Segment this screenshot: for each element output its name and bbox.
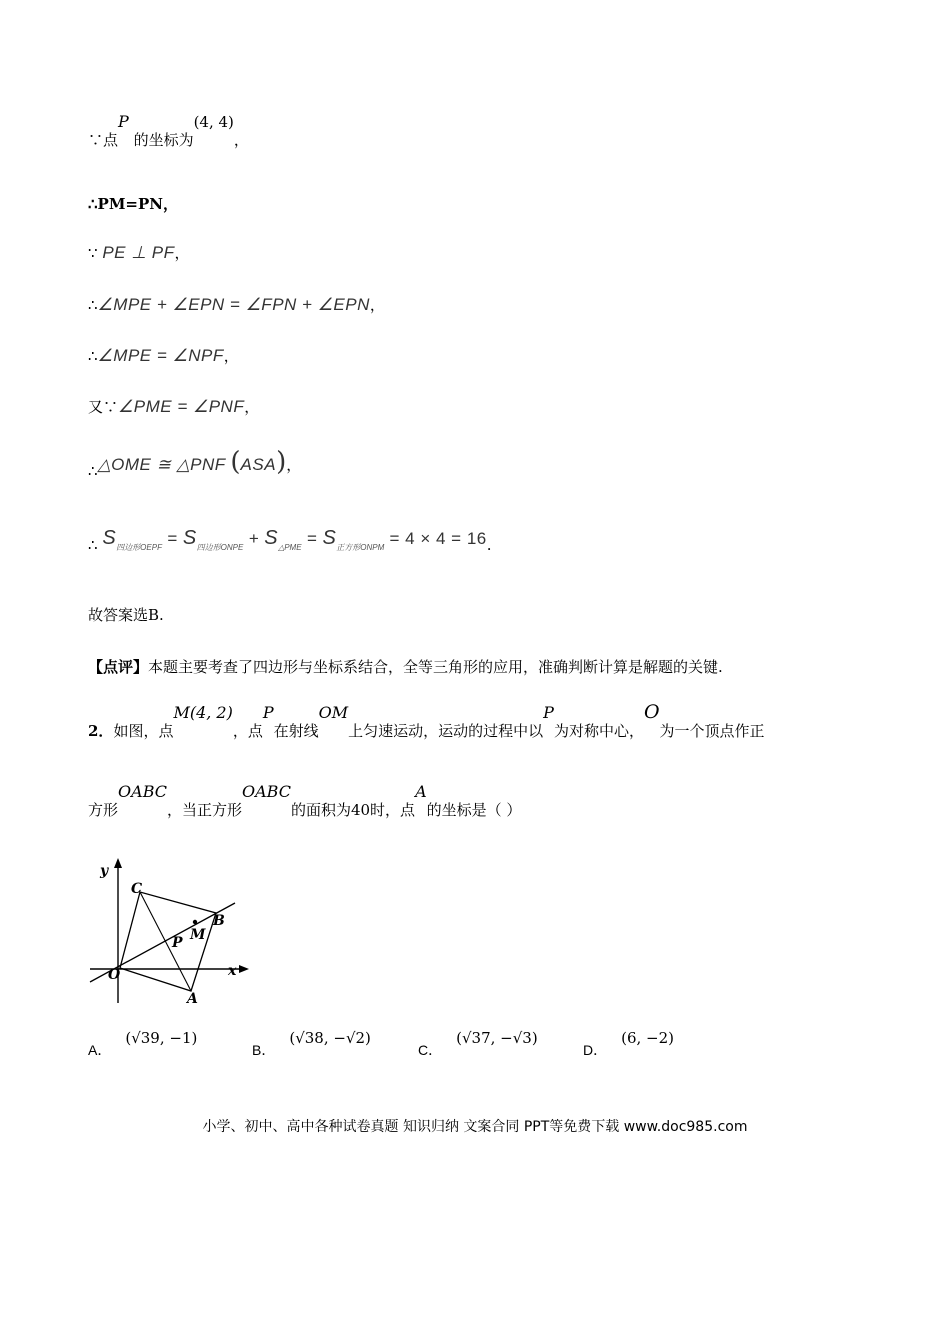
text: 在射线 (273, 722, 319, 740)
page-footer: 小学、初中、高中各种试卷真题 知识归纳 文案合同 PPT等免费下载 www.doc985.com (202, 1119, 748, 1135)
math-expr: ∠MPE + ∠EPN = ∠FPN + ∠EPN (97, 295, 370, 314)
solution-line-3 (88, 243, 190, 263)
subscript: 四边形OEPF (116, 543, 162, 552)
text: 又∵ (88, 398, 119, 416)
text: ∴ (88, 296, 98, 314)
math-p: P (262, 703, 274, 722)
math-oabc: OABC (118, 782, 167, 801)
math-p: P (118, 112, 129, 131)
option-letter: B． (252, 1042, 276, 1058)
subscript: 四边形ONPE (196, 543, 244, 552)
y-arrow (114, 858, 122, 868)
text: ∴ (88, 536, 98, 554)
text: 方形 (88, 801, 119, 819)
math-oabc: OABC (242, 782, 291, 801)
answer-text: 故答案选B. (88, 606, 164, 624)
comment-line (88, 657, 723, 677)
math-result: = 4 × 4 = 16 (384, 529, 487, 548)
solution-line-4 (88, 295, 385, 315)
label-a: A (187, 991, 198, 1005)
label-x: x (228, 963, 237, 979)
math-op: + (243, 529, 265, 548)
text: 上匀速运动，运动的过程中以 (348, 722, 544, 740)
comment-text: 本题主要考查了四边形与坐标系结合，全等三角形的应用，准确判断计算是解题的关键. (148, 658, 723, 676)
label-c: C (131, 881, 143, 897)
paren: ( (230, 447, 241, 477)
option-value: (√37, −√3) (456, 1029, 538, 1047)
option-b[interactable] (252, 1029, 371, 1060)
text: ， (174, 244, 190, 262)
solution-line-7 (88, 447, 302, 480)
x-arrow (239, 965, 249, 973)
option-value: (√38, −√2) (289, 1029, 371, 1047)
text: 为对称中心， (553, 722, 644, 740)
math-a: A (415, 782, 427, 801)
solution-line-1 (88, 112, 249, 150)
text: ∴ (88, 462, 98, 480)
text: ，当正方形 (166, 801, 242, 819)
solution-line-8 (88, 528, 492, 552)
math-o: O (643, 701, 660, 723)
option-c[interactable] (418, 1029, 538, 1060)
solution-line-6 (88, 397, 259, 417)
point-m (193, 920, 197, 924)
option-value: (6, −2) (621, 1029, 675, 1047)
math-expr: ∠MPE = ∠NPF (97, 346, 224, 365)
label-m: M (190, 927, 206, 943)
subscript: △PME (278, 543, 302, 552)
text: ， (223, 347, 239, 365)
text: ， (233, 131, 249, 149)
option-d[interactable] (583, 1029, 675, 1060)
text: 的坐标是（ ） (426, 801, 522, 819)
label-y: y (100, 863, 109, 879)
option-a[interactable] (88, 1029, 198, 1060)
option-value: (√39, −1) (125, 1029, 198, 1047)
question-line-1 (88, 701, 765, 741)
option-letter: D． (583, 1042, 608, 1058)
text: . (486, 536, 492, 554)
comment-label: 【点评】 (88, 658, 149, 676)
text: ， (286, 456, 302, 474)
label-b: B (213, 913, 225, 929)
label-p: P (172, 935, 183, 951)
solution-line-2 (88, 194, 178, 214)
text: ， (244, 398, 260, 416)
option-letter: C． (418, 1042, 443, 1058)
math-asa: ASA (240, 455, 277, 474)
text: ∵点 (88, 131, 119, 149)
text: ， (369, 296, 385, 314)
math-s: S (264, 527, 279, 549)
math-op: = (301, 529, 323, 548)
math-expr: ∠PME = ∠PNF (118, 397, 245, 416)
question-line-2 (88, 782, 522, 820)
geometry-figure (85, 855, 255, 1005)
solution-line-5 (88, 346, 239, 366)
text: ∴PM=PN， (88, 195, 178, 213)
math-s: S (182, 527, 197, 549)
text: 如图，点 (113, 722, 174, 740)
text: 的面积为40时，点 (290, 801, 416, 819)
paren: ) (276, 447, 287, 477)
math-s: S (322, 527, 337, 549)
text: 的坐标为 (133, 131, 194, 149)
math-om: OM (318, 703, 349, 722)
math-s: S (102, 527, 117, 549)
subscript: 正方形ONPM (336, 543, 385, 552)
math-expr: △OME ≅ △PNF (97, 455, 226, 474)
text: ∴ (88, 347, 98, 365)
diagonal-ca (140, 892, 191, 991)
solution-line-9 (88, 605, 164, 625)
math-op: = (161, 529, 183, 548)
text: ，点 (232, 722, 263, 740)
math-p: P (543, 703, 554, 722)
option-letter: A． (88, 1042, 112, 1058)
label-o: O (108, 967, 121, 983)
text: 为一个顶点作正 (659, 722, 765, 740)
math-coord: (4, 4) (193, 113, 234, 131)
math-expr: PE ⊥ PF (102, 243, 175, 262)
math-m: M(4, 2) (173, 703, 233, 722)
question-number: 2． (88, 722, 114, 740)
text: ∵ (88, 244, 98, 262)
